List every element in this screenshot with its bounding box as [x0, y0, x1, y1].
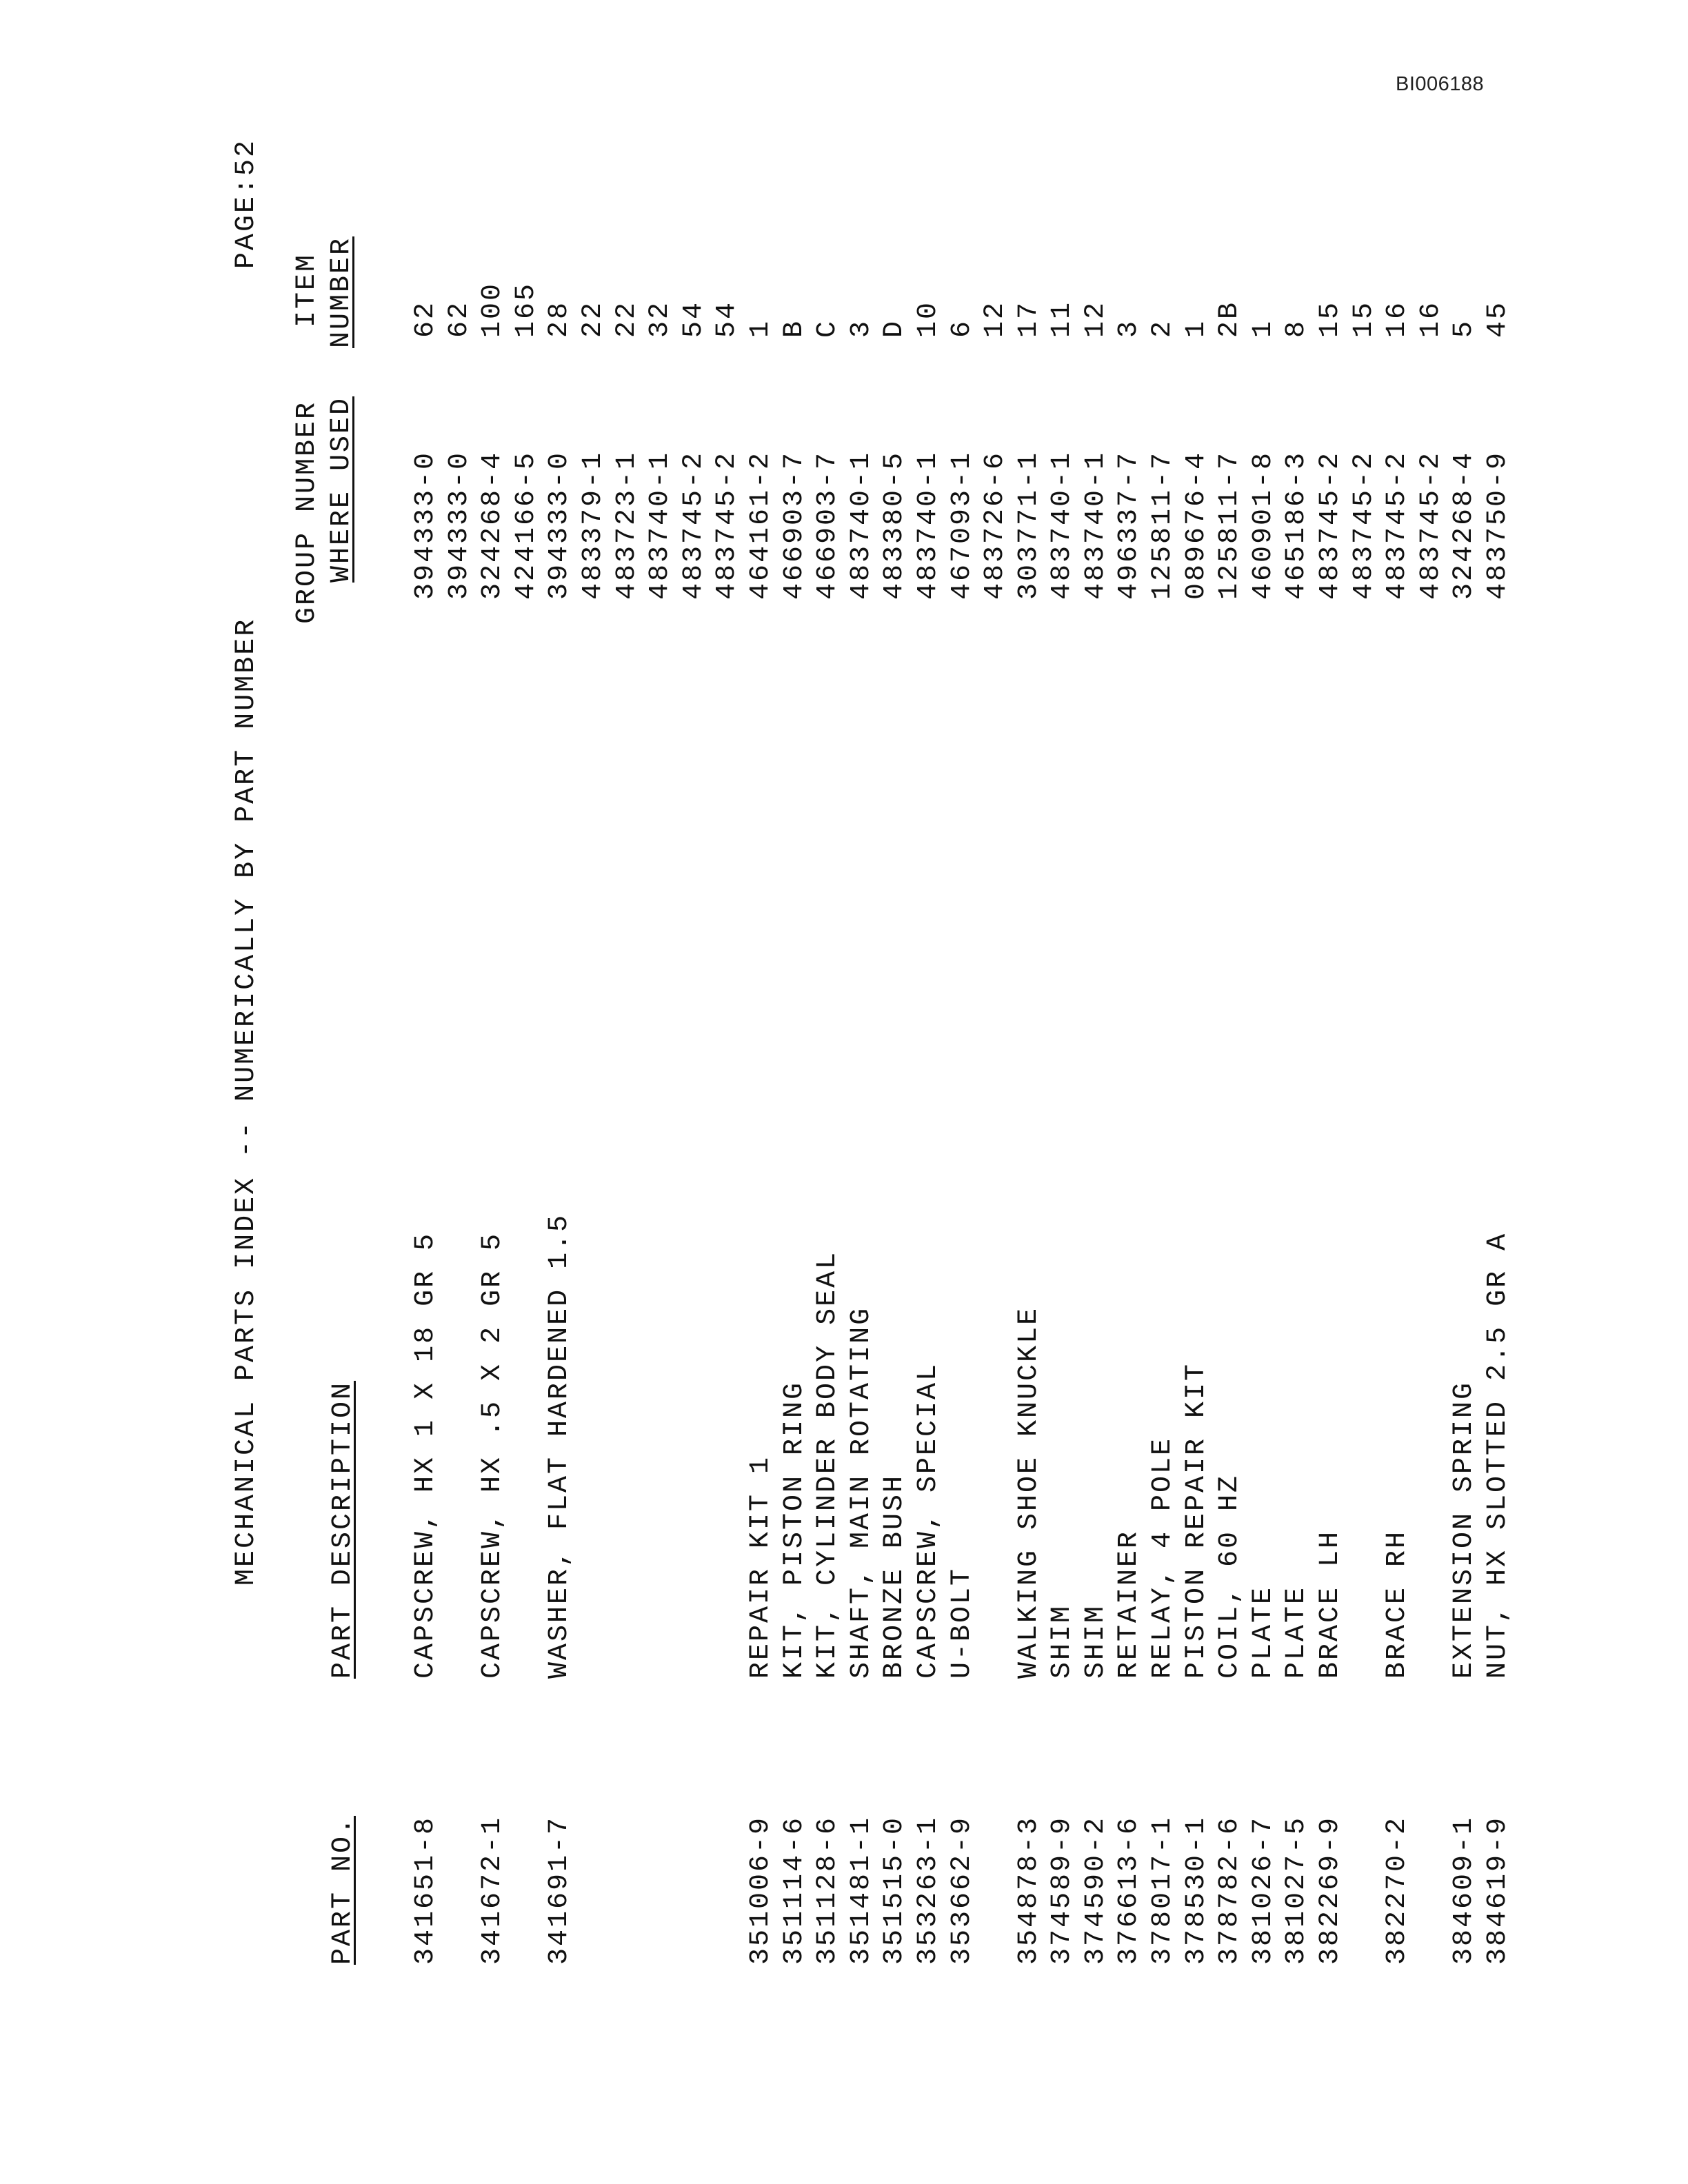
part-number-cell: 341691-7: [544, 1815, 576, 1965]
group-number-cell: 460901-8: [1247, 450, 1279, 600]
description-cell: PLATE: [1247, 1585, 1279, 1679]
item-number-cell: 17: [1013, 300, 1045, 338]
group-number-cell: 089676-4: [1180, 450, 1212, 600]
description-cell: WASHER, FLAT HARDENED 1.5: [544, 1213, 576, 1679]
table-row: [1014, 69, 1047, 1965]
item-number-cell: 165: [510, 281, 542, 338]
table-row: [1181, 69, 1215, 1965]
table-row: [947, 69, 981, 1965]
description-cell: RELAY, 4 POLE: [1147, 1436, 1179, 1679]
table-row: [779, 69, 813, 1965]
description-cell: PLATE: [1281, 1585, 1313, 1679]
header-group-number: [290, 396, 359, 624]
table-row: [1147, 69, 1181, 1965]
part-number-cell: 354878-3: [1013, 1815, 1045, 1965]
table-row: [846, 69, 880, 1965]
description-cell: BRONZE BUSH: [879, 1473, 911, 1679]
table-row: [477, 69, 511, 1965]
group-number-cell: 466903-7: [812, 450, 844, 600]
part-number-cell: 353662-9: [946, 1815, 978, 1965]
table-row: [1081, 69, 1114, 1965]
group-number-cell: 394333-0: [410, 450, 441, 600]
item-number-cell: 3: [1114, 318, 1145, 338]
group-number-cell: 125811-7: [1214, 450, 1246, 600]
group-number-cell: 483750-9: [1483, 450, 1514, 600]
part-number-cell: 374589-9: [1047, 1815, 1078, 1965]
item-number-cell: 12: [1080, 300, 1112, 338]
group-number-cell: 483726-6: [980, 450, 1012, 600]
table-row: [1114, 69, 1147, 1965]
table-row: [879, 69, 913, 1965]
table-row: [1281, 69, 1315, 1965]
item-number-cell: 15: [1315, 300, 1347, 338]
table-row: [544, 69, 578, 1965]
table-row: [1449, 69, 1483, 1965]
part-number-cell: 378530-1: [1180, 1815, 1212, 1965]
item-number-cell: 11: [1047, 300, 1078, 338]
item-number-cell: 1: [1180, 318, 1212, 338]
header-item-line1: ITEM: [292, 252, 323, 327]
item-number-cell: 22: [611, 300, 643, 338]
page-number: PAGE:52: [231, 138, 262, 269]
item-number-cell: 62: [443, 300, 475, 338]
item-number-cell: 10: [912, 300, 944, 338]
part-number-cell: 382269-9: [1315, 1815, 1347, 1965]
item-number-cell: C: [812, 318, 844, 338]
item-number-cell: 1: [1247, 318, 1279, 338]
group-number-cell: 483740-1: [1047, 450, 1078, 600]
header-part-no: [326, 1816, 361, 1965]
table-row: [1047, 69, 1081, 1965]
item-number-cell: 2: [1147, 318, 1179, 338]
item-number-cell: 16: [1382, 300, 1414, 338]
item-number-cell: 3: [845, 318, 877, 338]
group-number-cell: 483745-2: [1382, 450, 1414, 600]
item-number-cell: 2B: [1214, 300, 1246, 338]
group-number-cell: 424166-5: [510, 450, 542, 600]
description-cell: RETAINER: [1114, 1529, 1145, 1679]
part-number-cell: 382270-2: [1382, 1815, 1414, 1965]
description-cell: KIT, PISTON RING: [778, 1380, 810, 1679]
group-number-cell: 324268-4: [477, 450, 509, 600]
description-cell: BRACE RH: [1382, 1529, 1414, 1679]
item-number-cell: 32: [645, 300, 676, 338]
table-row: [679, 69, 712, 1965]
table-row: [1382, 69, 1416, 1965]
description-cell: NUT, HX SLOTTED 2.5 GR A: [1483, 1231, 1514, 1679]
description-cell: BRACE LH: [1315, 1529, 1347, 1679]
table-row: [410, 69, 444, 1965]
group-number-cell: 483740-1: [845, 450, 877, 600]
description-cell: U-BOLT: [946, 1566, 978, 1679]
table-row: [812, 69, 846, 1965]
group-number-cell: 483745-2: [1348, 450, 1380, 600]
table-row: [612, 69, 645, 1965]
group-number-cell: 483745-2: [678, 450, 710, 600]
part-number-cell: 351128-6: [812, 1815, 844, 1965]
group-number-cell: 496337-7: [1114, 450, 1145, 600]
table-row: [578, 69, 612, 1965]
table-row: [645, 69, 679, 1965]
table-row: [1483, 69, 1516, 1965]
description-cell: SHIM: [1047, 1604, 1078, 1679]
description-cell: SHAFT, MAIN ROTATING: [845, 1306, 877, 1679]
description-cell: CAPSCREW, HX .5 X 2 GR 5: [477, 1231, 509, 1679]
part-number-cell: 351006-9: [745, 1815, 776, 1965]
item-number-cell: 15: [1348, 300, 1380, 338]
item-number-cell: 6: [946, 318, 978, 338]
table-row: [1248, 69, 1282, 1965]
group-number-cell: 483380-5: [879, 450, 911, 600]
document-id: BI006188: [1396, 73, 1485, 95]
group-number-cell: 483379-1: [577, 450, 609, 600]
table-row: [1416, 69, 1449, 1965]
table-row: [712, 69, 745, 1965]
item-number-cell: 16: [1415, 300, 1447, 338]
description-cell: CAPSCREW, HX 1 X 18 GR 5: [410, 1231, 441, 1679]
group-number-cell: 464161-2: [745, 450, 776, 600]
group-number-cell: 483740-1: [912, 450, 944, 600]
group-number-cell: 483745-2: [1415, 450, 1447, 600]
item-number-cell: 100: [477, 281, 509, 338]
header-group-line2: WHERE USED: [326, 396, 357, 583]
header-description-label: PART DESCRIPTION: [328, 1380, 359, 1679]
description-cell: EXTENSION SPRING: [1449, 1380, 1480, 1679]
table-row: [1349, 69, 1383, 1965]
part-number-cell: 381027-5: [1281, 1815, 1313, 1965]
item-number-cell: 54: [712, 300, 743, 338]
item-number-cell: 8: [1281, 318, 1313, 338]
part-number-cell: 351114-6: [778, 1815, 810, 1965]
group-number-cell: 303771-1: [1013, 450, 1045, 600]
part-number-cell: 351515-0: [879, 1815, 911, 1965]
group-number-cell: 467093-1: [946, 450, 978, 600]
group-number-cell: 394333-0: [443, 450, 475, 600]
part-number-cell: 374590-2: [1080, 1815, 1112, 1965]
part-number-cell: 376613-6: [1114, 1815, 1145, 1965]
table-row: [1214, 69, 1248, 1965]
description-cell: SHIM: [1080, 1604, 1112, 1679]
part-number-cell: 351481-1: [845, 1815, 877, 1965]
page-title: MECHANICAL PARTS INDEX -- NUMERICALLY BY PART NUMBER: [231, 617, 262, 1586]
group-number-cell: 483745-2: [712, 450, 743, 600]
group-number-cell: 483745-2: [1315, 450, 1347, 600]
description-cell: COIL, 60 HZ: [1214, 1473, 1246, 1679]
item-number-cell: 45: [1483, 300, 1514, 338]
item-number-cell: B: [778, 318, 810, 338]
group-number-cell: 465186-3: [1281, 450, 1313, 600]
part-number-cell: 384619-9: [1483, 1815, 1514, 1965]
item-number-cell: 22: [577, 300, 609, 338]
part-number-cell: 381026-7: [1247, 1815, 1279, 1965]
parts-table: [410, 69, 1516, 1965]
table-row: [980, 69, 1014, 1965]
part-number-cell: 378782-6: [1214, 1815, 1246, 1965]
group-number-cell: 466903-7: [778, 450, 810, 600]
item-number-cell: 5: [1449, 318, 1480, 338]
group-number-cell: 483723-1: [611, 450, 643, 600]
description-cell: CAPSCREW, SPECIAL: [912, 1362, 944, 1679]
description-cell: REPAIR KIT 1: [745, 1455, 776, 1679]
description-cell: KIT, CYLINDER BODY SEAL: [812, 1250, 844, 1679]
item-number-cell: 62: [410, 300, 441, 338]
table-row: [913, 69, 947, 1965]
item-number-cell: 54: [678, 300, 710, 338]
description-cell: WALKING SHOE KNUCKLE: [1013, 1306, 1045, 1679]
group-number-cell: 394333-0: [544, 450, 576, 600]
table-row: [511, 69, 545, 1965]
group-number-cell: 324268-4: [1449, 450, 1480, 600]
item-number-cell: 1: [745, 318, 776, 338]
part-number-cell: 378017-1: [1147, 1815, 1179, 1965]
header-item-line2: NUMBER: [326, 236, 357, 348]
table-row: [1315, 69, 1349, 1965]
part-number-cell: 341672-1: [477, 1815, 509, 1965]
table-row: [444, 69, 478, 1965]
header-group-line1: GROUP NUMBER: [292, 400, 323, 624]
part-number-cell: 341651-8: [410, 1815, 441, 1965]
group-number-cell: 483740-1: [645, 450, 676, 600]
header-part-no-label: PART NO.: [328, 1815, 359, 1965]
table-row: [745, 69, 779, 1965]
header-description: [326, 1381, 361, 1679]
item-number-cell: 28: [544, 300, 576, 338]
part-number-cell: 353263-1: [912, 1815, 944, 1965]
group-number-cell: 125811-7: [1147, 450, 1179, 600]
item-number-cell: D: [879, 318, 911, 338]
description-cell: PISTON REPAIR KIT: [1180, 1362, 1212, 1679]
part-number-cell: 384609-1: [1449, 1815, 1480, 1965]
item-number-cell: 12: [980, 300, 1012, 338]
group-number-cell: 483740-1: [1080, 450, 1112, 600]
header-item-number: [290, 236, 359, 348]
